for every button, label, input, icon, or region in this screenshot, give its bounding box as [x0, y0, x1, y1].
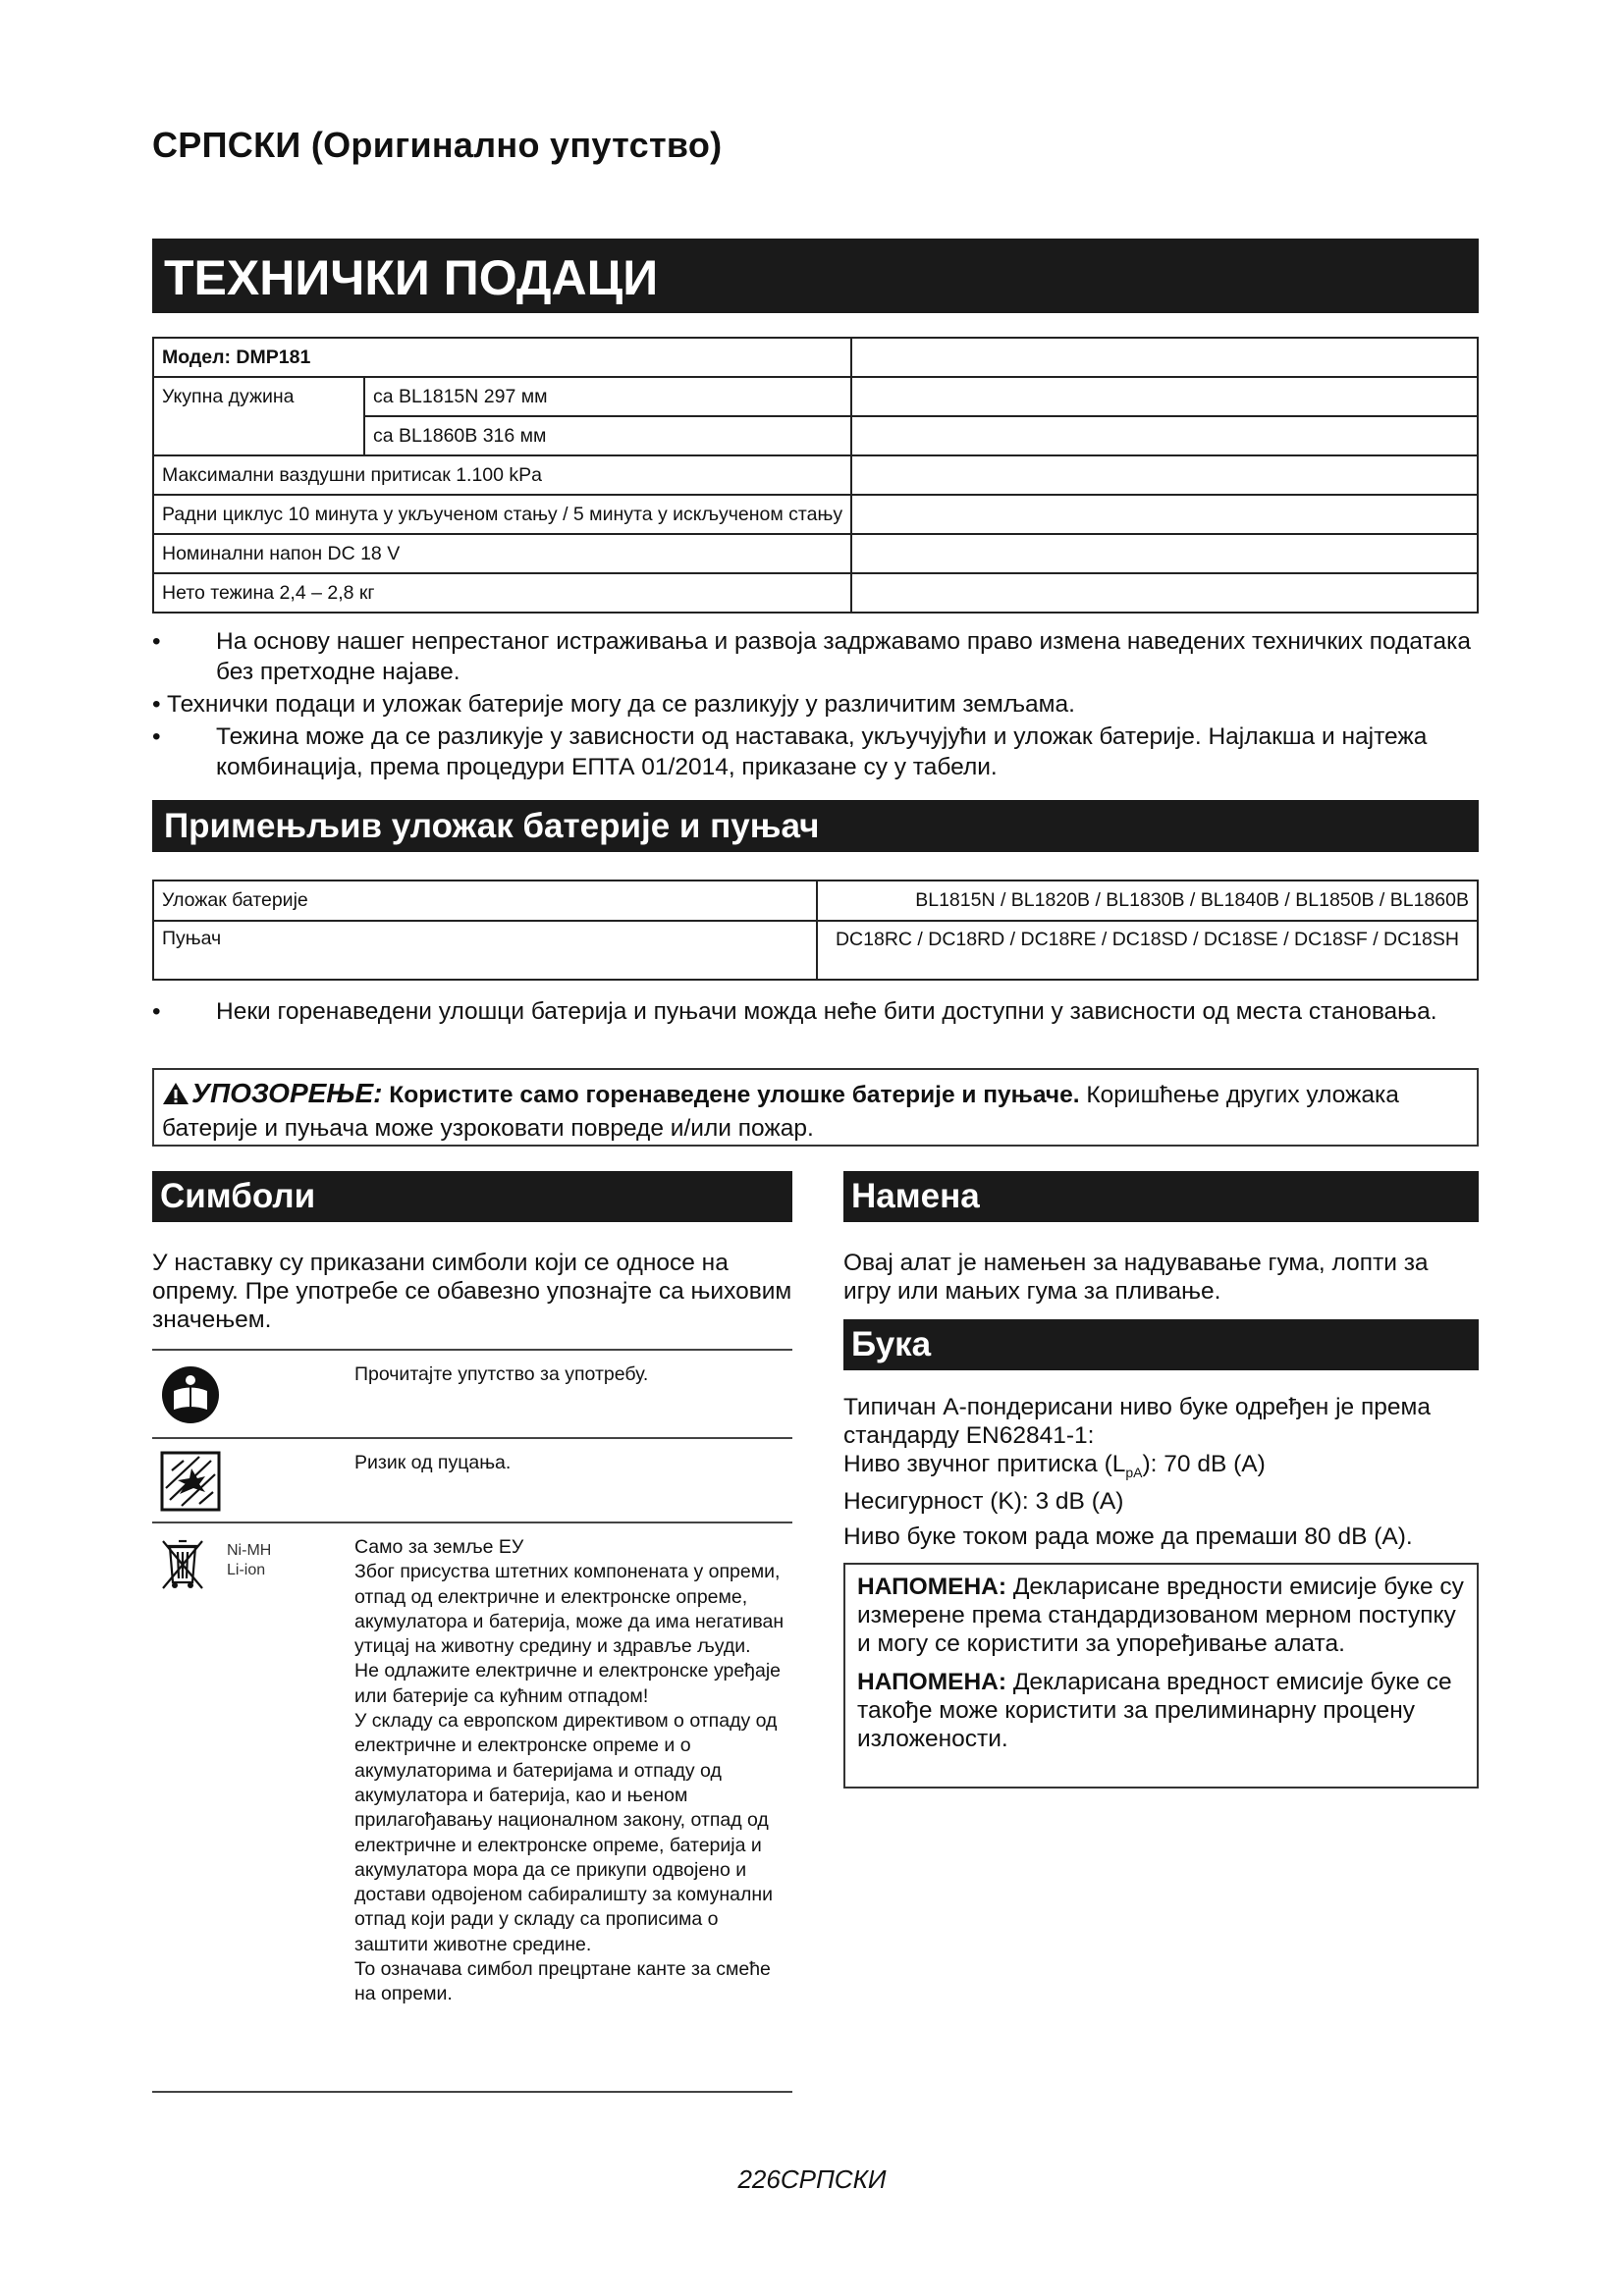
badge-nimh: Ni-MH	[227, 1542, 272, 1559]
symbols-heading: Симболи	[152, 1171, 792, 1222]
empty-cell	[851, 573, 1478, 613]
warning-text: Коришћење других уложака батерије и пуњача може узроковати повреде и/или пожар.	[162, 1082, 1399, 1142]
purpose-heading: Намена	[843, 1171, 1479, 1222]
table-row	[153, 495, 1478, 534]
read-manual-icon	[160, 1364, 221, 1430]
weight-cell: Нето тежина 2,4 – 2,8 кг	[153, 573, 851, 613]
note-label: НАПОМЕНА:	[857, 1574, 1007, 1600]
badge-liion: Li-ion	[227, 1562, 266, 1578]
pressure-cell: Максимални ваздушни притисак 1.100 kPa	[153, 455, 851, 495]
explosion-risk-icon	[160, 1451, 221, 1517]
table-row	[153, 338, 1478, 377]
specifications-table	[152, 337, 1479, 614]
note-label: НАПОМЕНА:	[857, 1669, 1007, 1695]
length-label-cell: Укупна дужина	[153, 377, 364, 455]
page-footer: 226СРПСКИ	[737, 2164, 887, 2194]
battery-table	[152, 880, 1479, 981]
battery-notes	[152, 996, 1479, 1029]
specs-notes	[152, 626, 1479, 784]
symbol-text-manual: Прочитајте упутство за употребу.	[354, 1363, 649, 1385]
noise-note-box	[843, 1563, 1479, 1789]
length-cell-2: са BL1860B 316 мм	[364, 416, 851, 455]
table-row	[153, 921, 1478, 980]
noise-spl-prefix: Ниво звучног притиска (L	[843, 1451, 1126, 1477]
symbol-row-manual	[152, 1349, 792, 1437]
symbol-text-disposal: Само за земље ЕУ Због присуства штетних компонената у опреми, отпад од електричне и електронске опреме, акумулатора и батерија, може да има негативан утицај на животну средину и здравље људи. Не одлажите електричне и електронске уређаје или батерије са кућним отпадом! У складу са европском директивом о отпаду од електричне и електронске опреме и о акумулаторима и батеријама и отпаду од акумулатора и батерија, као и њеном прилагођавању националном закону, отпад од електричне и електронске опреме, батерија и акумулатора мора да се прикупи одвојено и достави одвојеном сабиралишту за комунални отпад који ради у складу са прописима о заштити животне средине. То означава симбол прецртане канте за смеће на опреми.	[354, 1536, 785, 2005]
specs-note-2: • Технички подаци и уложак батерије могу да се разликују у различитим земљама.	[152, 689, 1479, 720]
battery-type-badges	[227, 1541, 271, 1580]
note-text: Декларисана вредност емисије буке се такође може користити за прелиминарну процену изложености.	[857, 1669, 1452, 1752]
warning-bold-text: Користите само горенаведене улошке батерије и пуњаче.	[389, 1082, 1080, 1108]
noise-operating: Ниво буке током рада може да премаши 80 dB (A).	[843, 1522, 1413, 1550]
battery-label-cell: Уложак батерије	[153, 881, 817, 921]
battery-charger-heading: Примењљив уложак батерије и пуњач	[152, 800, 1479, 852]
specs-note-1: • На основу нашег непрестаног истраживања и развоја задржавамо право измена наведених техничких података без претходне најаве.	[152, 626, 1479, 687]
model-cell: Модел: DMP181	[153, 338, 851, 377]
duty-cycle-cell	[153, 495, 851, 534]
table-row	[153, 377, 1478, 416]
note-text: Декларисане вредности емисије буке су измерене према стандардизованом мерном поступку и могу се користити за упоређивање алата.	[857, 1574, 1464, 1657]
warning-box	[152, 1068, 1479, 1147]
noise-spl	[843, 1450, 1479, 1487]
empty-cell	[851, 455, 1478, 495]
duty-cycle-text: Радни циклус 10 минута у укљученом стању / 5 минута у искљученом стању	[162, 504, 843, 525]
noise-note-1	[857, 1573, 1465, 1658]
noise-spl-suffix: ): 70 dB (A)	[1142, 1451, 1266, 1477]
symbol-row-explosion	[152, 1437, 792, 1522]
symbols-table	[152, 1349, 792, 2093]
symbol-text-explosion: Ризик од пуцања.	[354, 1452, 512, 1473]
empty-cell	[851, 534, 1478, 573]
symbols-intro: У наставку су приказани симболи који се односе на опрему. Пре употребе се обавезно упознајте са њиховим значењем.	[152, 1250, 792, 1333]
crossed-bin-icon	[160, 1537, 205, 1597]
empty-cell	[851, 495, 1478, 534]
table-row	[153, 573, 1478, 613]
page-language-title: СРПСКИ (Оригинално упутство)	[152, 125, 723, 165]
empty-cell	[851, 338, 1478, 377]
purpose-text: Овај алат је намењен за надувавање гума, лопти за игру или мањих гума за пливање.	[843, 1250, 1429, 1305]
symbol-row-disposal	[152, 1522, 792, 2093]
noise-note-2	[857, 1668, 1465, 1753]
technical-data-heading: ТЕХНИЧКИ ПОДАЦИ	[152, 239, 1479, 313]
noise-spl-sub: pA	[1125, 1464, 1143, 1480]
empty-cell	[851, 416, 1478, 455]
noise-uncertainty: Несигурност (K): 3 dB (A)	[843, 1487, 1124, 1515]
voltage-cell: Номинални напон DC 18 V	[153, 534, 851, 573]
noise-intro: Типичан А-пондерисани ниво буке одређен је према стандарду EN62841-1:	[843, 1394, 1431, 1449]
charger-value-cell: DC18RC / DC18RD / DC18RE / DC18SD / DC18SE / DC18SF / DC18SH	[817, 921, 1478, 980]
specs-note-3: • Тежина може да се разликује у зависности од наставака, укључујући и уложак батерије. Најлакша и најтежа комбинација, према процедури ЕПТА 01/2014, приказане су у табели.	[152, 721, 1479, 782]
table-row	[153, 881, 1478, 921]
charger-label-cell: Пуњач	[153, 921, 817, 980]
empty-cell	[851, 377, 1478, 416]
noise-block	[843, 1393, 1479, 1551]
length-cell-1: са BL1815N 297 мм	[364, 377, 851, 416]
warning-label: УПОЗОРЕЊЕ:	[191, 1078, 383, 1108]
warning-triangle-icon	[162, 1082, 189, 1113]
table-row	[153, 455, 1478, 495]
noise-heading: Бука	[843, 1319, 1479, 1370]
battery-note: • Неки горенаведени улошци батерија и пуњачи можда неће бити доступни у зависности од места становања.	[152, 996, 1479, 1027]
table-row	[153, 534, 1478, 573]
battery-value-cell: BL1815N / BL1820B / BL1830B / BL1840B / BL1850B / BL1860B	[817, 881, 1478, 921]
